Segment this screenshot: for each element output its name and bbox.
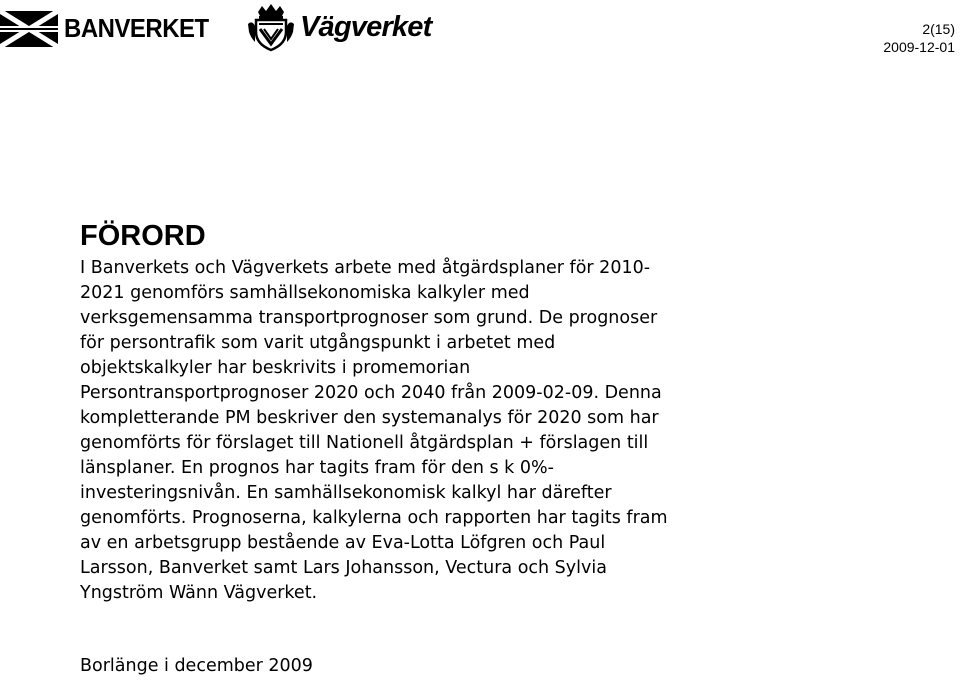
body-line: länsplaner. En prognos har tagits fram för den s k 0%- [80, 458, 554, 478]
section-heading: FÖRORD [80, 220, 206, 252]
body-line: för persontrafik som varit utgångspunkt i arbetet med [80, 333, 556, 353]
body-line: verksgemensamma transportprognoser som grund. De prognoser [80, 308, 658, 328]
body-line: av en arbetsgrupp bestående av Eva-Lotta Löfgren och Paul [80, 533, 606, 553]
body-line: I Banverkets och Vägverkets arbete med åtgärdsplaner för 2010- [80, 258, 651, 278]
body-line: Larsson, Banverket samt Lars Johansson, Vectura och Sylvia [80, 558, 607, 578]
body-line: 2021 genomförs samhällsekonomiska kalkyler med [80, 283, 530, 303]
vagverket-logo [246, 2, 461, 52]
body-line: investeringsnivån. En samhällsekonomisk kalkyl har därefter [80, 483, 612, 503]
vagverket-crest-icon [246, 2, 296, 52]
body-line: genomförts för förslaget till Nationell åtgärdsplan + förslagen till [80, 433, 649, 453]
body-line: Persontransportprognoser 2020 och 2040 från 2009-02-09. Denna [80, 383, 662, 403]
body-paragraph [80, 256, 780, 606]
body-line: kompletterande PM beskriver den systemanalys för 2020 som har [80, 408, 659, 428]
page-info [883, 20, 955, 56]
body-line: Yngström Wänn Vägverket. [80, 583, 318, 603]
document-date: 2009-12-01 [883, 39, 955, 55]
body-line: objektskalkyler har beskrivits i promemorian [80, 358, 471, 378]
banverket-logo [0, 8, 215, 48]
vagverket-logo-text: Vägverket [300, 11, 432, 43]
banverket-logo-text: BANVERKET [64, 13, 209, 43]
place-date: Borlänge i december 2009 [80, 656, 313, 676]
banverket-emblem-icon [0, 11, 58, 47]
page-number: 2(15) [922, 21, 955, 37]
body-line: genomförts. Prognoserna, kalkylerna och rapporten har tagits fram [80, 508, 668, 528]
